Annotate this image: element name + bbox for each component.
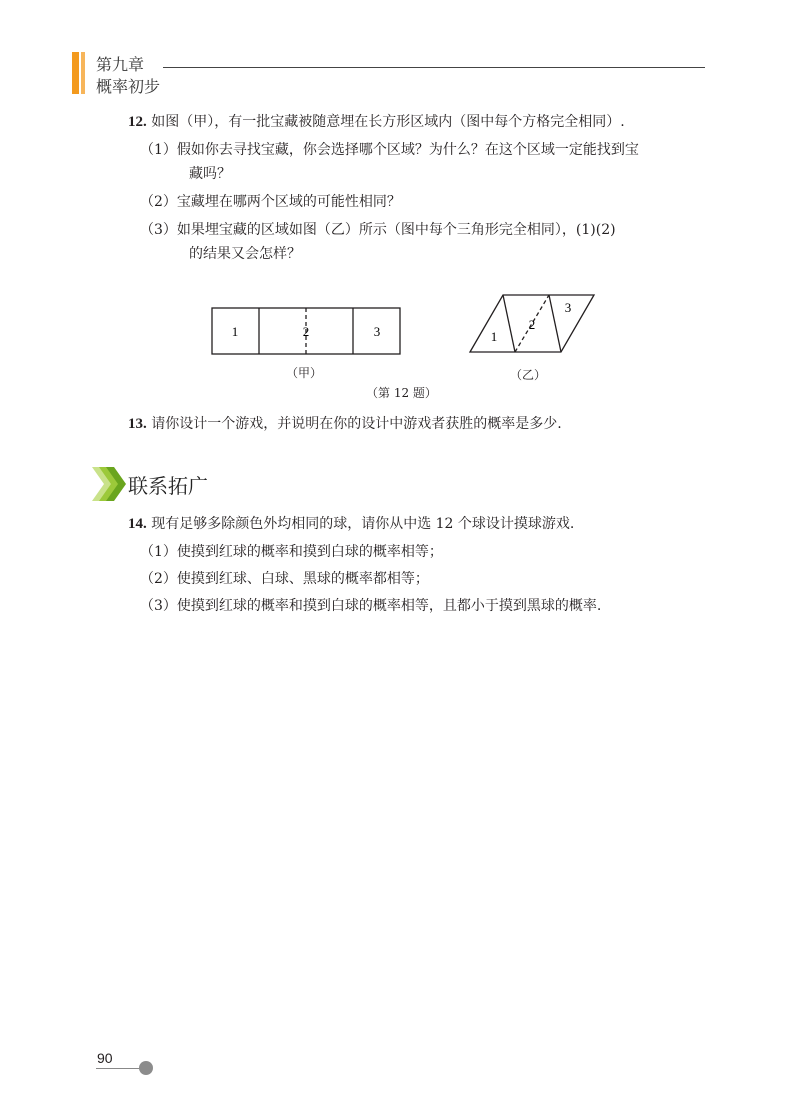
yi-diagonal-right <box>549 295 561 352</box>
yi-label-2: 2 <box>528 317 536 332</box>
q12-part1-line2: 藏吗？ <box>189 166 231 182</box>
q14-part1: （1）使摸到红球的概率和摸到白球的概率相等； <box>140 544 443 560</box>
yi-label-1: 1 <box>490 329 498 344</box>
yi-caption: （乙） <box>510 368 547 382</box>
q12-figures <box>0 0 800 420</box>
q14-number: 14. <box>128 516 147 532</box>
q14-stem: 现有足够多除颜色外均相同的球，请你从中选 12 个球设计摸球游戏. <box>151 516 575 532</box>
jia-caption: （甲） <box>286 366 323 380</box>
yi-diagonal-left <box>503 295 515 352</box>
q14-part3: （3）使摸到红球的概率和摸到白球的概率相等，且都小于摸到黑球的概率. <box>140 598 602 614</box>
q14-stem-line <box>128 514 574 534</box>
yi-label-3: 3 <box>564 300 572 315</box>
jia-label-1: 1 <box>231 324 239 339</box>
footer-rule <box>96 1068 142 1069</box>
section-chevron-icon <box>92 465 126 503</box>
q12-part1-line1: （1）假如你去寻找宝藏，你会选择哪个区域？为什么？在这个区域一定能找到宝 <box>140 142 639 158</box>
page-number: 90 <box>97 1050 113 1066</box>
q12-part3-line1: （3）如果埋宝藏的区域如图（乙）所示（图中每个三角形完全相同），(1)(2) <box>140 222 616 238</box>
q12-number: 12. <box>128 114 147 130</box>
jia-label-3: 3 <box>373 324 381 339</box>
chapter-subtitle: 概率初步 <box>96 77 161 96</box>
q12-stem: 如图（甲），有一批宝藏被随意埋在长方形区域内（图中每个方格完全相同）. <box>151 114 625 130</box>
figure-caption: （第 12 题） <box>366 386 437 400</box>
footer-dot <box>139 1061 153 1075</box>
q14-part2: （2）使摸到红球、白球、黑球的概率都相等； <box>140 571 429 587</box>
q13-number: 13. <box>128 416 147 432</box>
section-title: 联系拓广 <box>128 474 208 498</box>
chapter-title: 第九章 <box>96 55 145 74</box>
q12-part3-line2: 的结果又会怎样？ <box>189 246 301 262</box>
q13-text: 请你设计一个游戏，并说明在你的设计中游戏者获胜的概率是多少. <box>151 416 562 432</box>
q12-part2: （2）宝藏埋在哪两个区域的可能性相同？ <box>140 194 401 210</box>
q13-line <box>128 414 562 434</box>
jia-label-2: 2 <box>302 324 310 339</box>
